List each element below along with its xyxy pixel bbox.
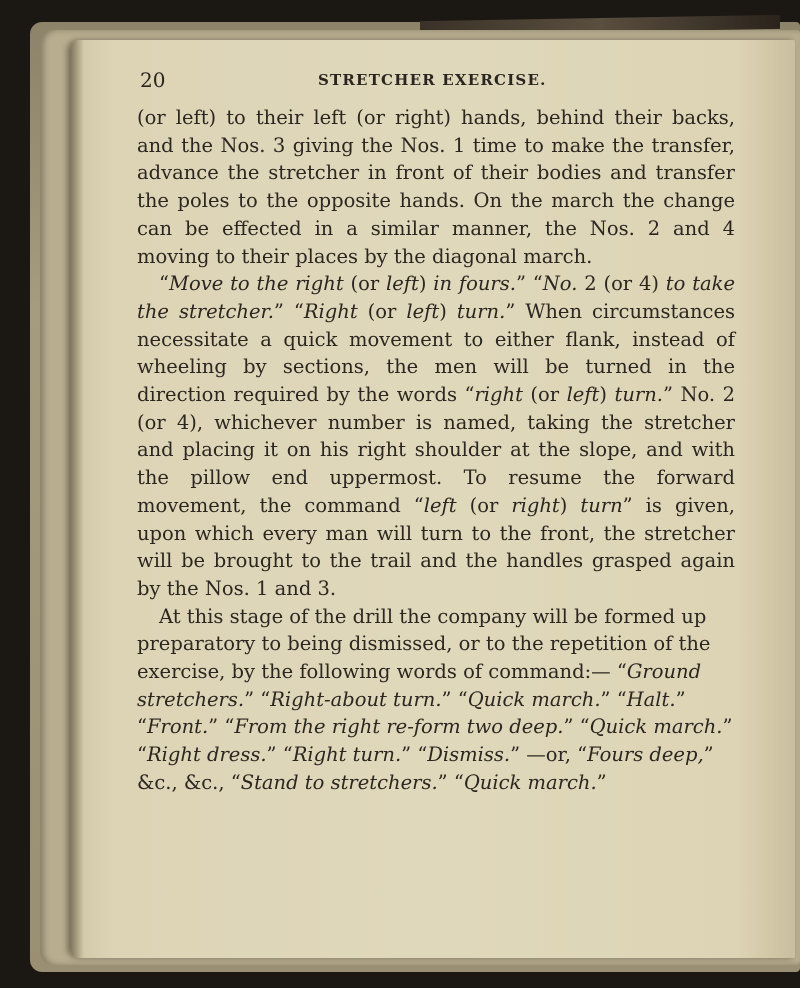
command-text: No. (542, 272, 578, 296)
command-text: Fours deep, (587, 743, 704, 767)
text-fragment: At this stage of the drill the company will be formed up preparatory to being dismissed, or to the repetition of the exercise, by the following words of command:— (137, 604, 711, 684)
quote-mark: “ (464, 383, 475, 407)
quote-mark: ” (505, 299, 526, 323)
text-fragment: ) (439, 299, 457, 323)
command-text: right (474, 383, 523, 407)
text-fragment: ) (599, 383, 615, 407)
text-fragment: is given, upon which every man will turn to the front, the stretcher will be brought to the trail and the handles grasped again by the Nos. 1 and 3. (137, 493, 735, 600)
page-edge-shadow (70, 40, 84, 958)
quote-mark: ” (515, 272, 533, 296)
page-number: 20 (140, 68, 166, 92)
command-text: right (511, 493, 560, 517)
quote-mark: ” (622, 493, 646, 517)
command-text: Halt. (626, 687, 676, 711)
command-text: Quick march. (589, 715, 723, 739)
body-text (137, 104, 735, 797)
command-text: Quick march. (467, 687, 601, 711)
text-fragment: When circumstances necessitate a quick movement to either flank, instead of wheeling by sections, the men will be turned in the direction required by the words (137, 299, 735, 407)
command-text: turn. (456, 299, 506, 323)
command-text: Ground stretchers. (137, 660, 702, 711)
text-fragment: No. 2 (or 4), whichever number is named, taking the stretcher and placing it on his right shoulder at the slope, and with the pillow end uppermost. To resume the forward movement, the command (137, 383, 736, 517)
text-fragment: ) (559, 493, 581, 517)
text-fragment: (or (343, 272, 386, 296)
text-fragment: 2 (or 4) (577, 272, 666, 296)
command-text: Right turn. (292, 743, 402, 767)
quote-mark: “ (159, 272, 169, 296)
command-text: turn (580, 493, 623, 517)
command-text: left (423, 493, 457, 517)
command-text: in fours. (433, 272, 516, 296)
command-text: Move to the right (168, 272, 344, 296)
command-text: Stand to stretchers. (240, 770, 438, 794)
command-text: Right dress. (146, 743, 267, 767)
quote-mark: ” (663, 383, 681, 407)
quote-mark: “ (293, 299, 304, 323)
text-fragment: (or (522, 383, 567, 407)
text-fragment: —or, (526, 743, 578, 767)
paragraph-2 (137, 270, 735, 602)
command-text: Right-about turn. (270, 687, 442, 711)
text-fragment: (or (357, 299, 407, 323)
quote-mark: “ (532, 272, 543, 296)
command-text: left (386, 272, 419, 296)
paragraph-3: At this stage of the drill the company will be formed up preparatory to being dismissed, or to the repetition of the exercise, by the following words of command:— “Ground stretchers.” “Right-about turn.” “Quick march.” “Halt.” “Front.” “From the right re-form two deep.” “Quick march.” “Right dress.” “Right turn.” “Dismiss.” —or, “Fours deep,” &c., &c., “Stand to stretchers.” “Quick march.” (137, 604, 733, 794)
running-head: STRETCHER EXERCISE. (318, 71, 547, 89)
text-fragment: &c., &c., (137, 770, 231, 794)
text-fragment: ) (418, 272, 434, 296)
page-header (0, 68, 800, 96)
command-text: Dismiss. (427, 743, 511, 767)
command-text: Quick march. (463, 770, 597, 794)
command-text: turn. (614, 383, 663, 407)
paragraph-1: (or left) to their left (or right) hands, behind their backs, and the Nos. 3 giving the Nos. 1 time to make the transfer, advance the stretcher in front of their bodies and transfer the poles to the opposite hands. On the march the change can be effected in a similar manner, the Nos. 2 and 4 moving to their places by the diagonal march. (137, 106, 735, 268)
command-text: Front. (146, 715, 209, 739)
command-text: From the right re-form two deep. (234, 715, 564, 739)
command-text: left (406, 299, 440, 323)
quote-mark: ” (273, 299, 294, 323)
text-fragment: (or (456, 493, 512, 517)
command-text: left (566, 383, 600, 407)
command-text: Right (303, 299, 358, 323)
command-text: to take the stretcher. (137, 272, 736, 323)
quote-mark: “ (413, 493, 424, 517)
